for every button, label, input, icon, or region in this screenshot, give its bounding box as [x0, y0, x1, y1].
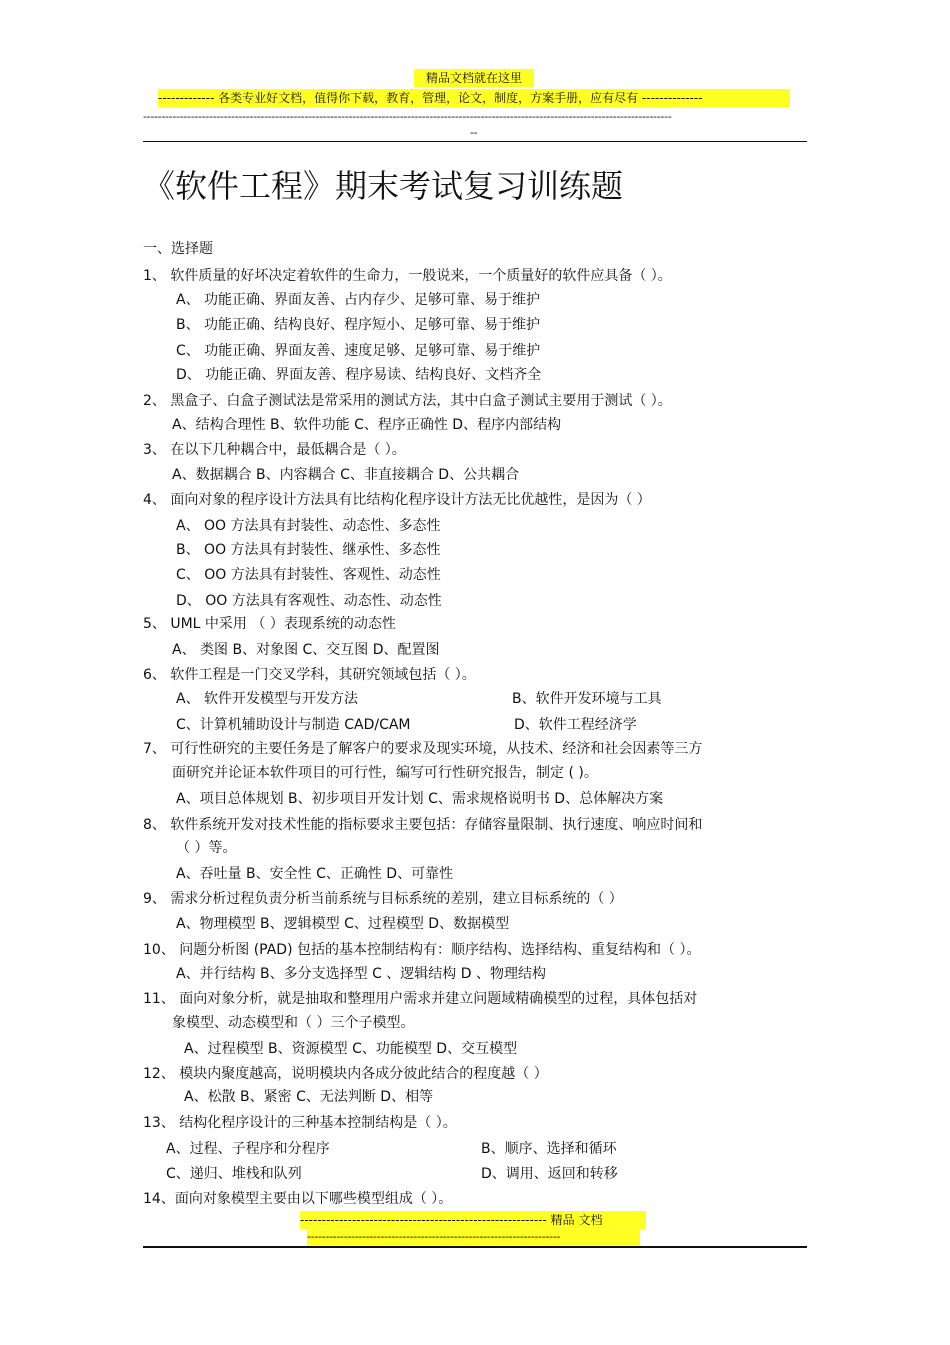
question-11-line2: 象模型、动态模型和（ ）三个子模型。	[172, 1015, 415, 1031]
footer-line2: ---------------------------------------------------------------------	[307, 1230, 640, 1245]
options-2: A、结构合理性 B、软件功能 C、程序正确性 D、程序内部结构	[172, 417, 562, 433]
question-1: 1、 软件质量的好坏决定着软件的生命力，一般说来，一个质量好的软件应具备（ ）。	[143, 268, 672, 284]
option-4a: A、 OO 方法具有封装性、动态性、多态性	[176, 518, 441, 534]
option-4d: D、 OO 方法具有客观性、动态性、动态性	[176, 593, 442, 609]
header-rule	[143, 141, 807, 142]
header-top-label: 精品文档就在这里	[414, 69, 534, 87]
options-7: A、项目总体规划 B、初步项目开发计划 C、需求规格说明书 D、总体解决方案	[176, 791, 664, 807]
options-9: A、物理模型 B、逻辑模型 C、过程模型 D、数据模型	[176, 916, 510, 932]
question-14: 14、面向对象模型主要由以下哪些模型组成（ ）。	[143, 1191, 453, 1207]
section-heading: 一、选择题	[143, 241, 213, 257]
question-6: 6、 软件工程是一门交叉学科，其研究领域包括（ ）。	[143, 667, 476, 683]
question-7-line1: 7、 可行性研究的主要任务是了解客户的要求及现实环境，从技术、经济和社会因素等三方	[143, 741, 703, 757]
option-1c: C、 功能正确、界面友善、速度足够、足够可靠、易于维护	[176, 343, 541, 359]
footer-rule	[143, 1246, 807, 1248]
option-6d: D、软件工程经济学	[514, 717, 637, 733]
option-4b: B、 OO 方法具有封装性、继承性、多态性	[176, 542, 441, 558]
header-dash-line: ------------------------------------------------------------------------------------------------------------------------------------------------	[143, 110, 672, 123]
options-10: A、并行结构 B、多分支选择型 C 、逻辑结构 D 、物理结构	[176, 966, 546, 982]
question-13: 13、 结构化程序设计的三种基本控制结构是（ ）。	[143, 1115, 457, 1131]
option-13b: B、顺序、选择和循环	[481, 1141, 617, 1157]
question-8-line2: （ ）等。	[176, 840, 237, 856]
question-12: 12、 模块内聚度越高，说明模块内各成分彼此结合的程度越（ ）	[143, 1066, 548, 1082]
options-8: A、吞吐量 B、安全性 C、正确性 D、可靠性	[176, 866, 454, 882]
footer-line1: --------------------------------------------------------- 精品 文档	[300, 1211, 646, 1229]
question-3: 3、 在以下几种耦合中，最低耦合是（ ）。	[143, 442, 406, 458]
question-8-line1: 8、 软件系统开发对技术性能的指标要求主要包括：存储容量限制、执行速度、响应时间和	[143, 817, 703, 833]
option-13d: D、调用、返回和转移	[481, 1166, 618, 1182]
header-dash-tail: --	[470, 126, 478, 139]
option-6b: B、软件开发环境与工具	[512, 691, 662, 707]
question-10: 10、 问题分析图 (PAD) 包括的基本控制结构有：顺序结构、选择结构、重复结构和（ ）。	[143, 942, 701, 958]
option-4c: C、 OO 方法具有封装性、客观性、动态性	[176, 567, 441, 583]
options-11: A、过程模型 B、资源模型 C、功能模型 D、交互模型	[184, 1041, 518, 1057]
option-1a: A、 功能正确、界面友善、占内存少、足够可靠、易于维护	[176, 292, 541, 308]
question-11-line1: 11、 面向对象分析，就是抽取和整理用户需求并建立问题域精确模型的过程，具体包括对	[143, 991, 698, 1007]
question-9: 9、 需求分析过程负责分析当前系统与目标系统的差别，建立目标系统的（ ）	[143, 891, 623, 907]
option-1b: B、 功能正确、结构良好、程序短小、足够可靠、易于维护	[176, 317, 541, 333]
header-banner: ------------- 各类专业好文档，值得你下载，教育，管理，论文，制度，方案手册，应有尽有 --------------	[158, 89, 790, 107]
options-3: A、数据耦合 B、内容耦合 C、非直接耦合 D、公共耦合	[172, 467, 520, 483]
question-2: 2、 黑盒子、白盒子测试法是常采用的测试方法，其中白盒子测试主要用于测试（ ）。	[143, 393, 672, 409]
option-1d: D、 功能正确、界面友善、程序易读、结构良好、文档齐全	[176, 367, 542, 383]
page-title: 《软件工程》期末考试复习训练题	[143, 167, 624, 205]
option-6c: C、计算机辅助设计与制造 CAD/CAM	[176, 717, 411, 733]
question-4: 4、 面向对象的程序设计方法具有比结构化程序设计方法无比优越性，是因为（ ）	[143, 492, 651, 508]
question-5: 5、 UML 中采用 （ ）表现系统的动态性	[143, 616, 396, 632]
options-12: A、松散 B、紧密 C、无法判断 D、相等	[184, 1089, 434, 1105]
option-13c: C、递归、堆栈和队列	[166, 1166, 302, 1182]
question-7-line2: 面研究并论证本软件项目的可行性，编写可行性研究报告，制定 ( )。	[172, 765, 598, 781]
options-5: A、 类图 B、对象图 C、交互图 D、配置图	[172, 642, 440, 658]
option-13a: A、过程、子程序和分程序	[166, 1141, 330, 1157]
option-6a: A、 软件开发模型与开发方法	[176, 691, 359, 707]
